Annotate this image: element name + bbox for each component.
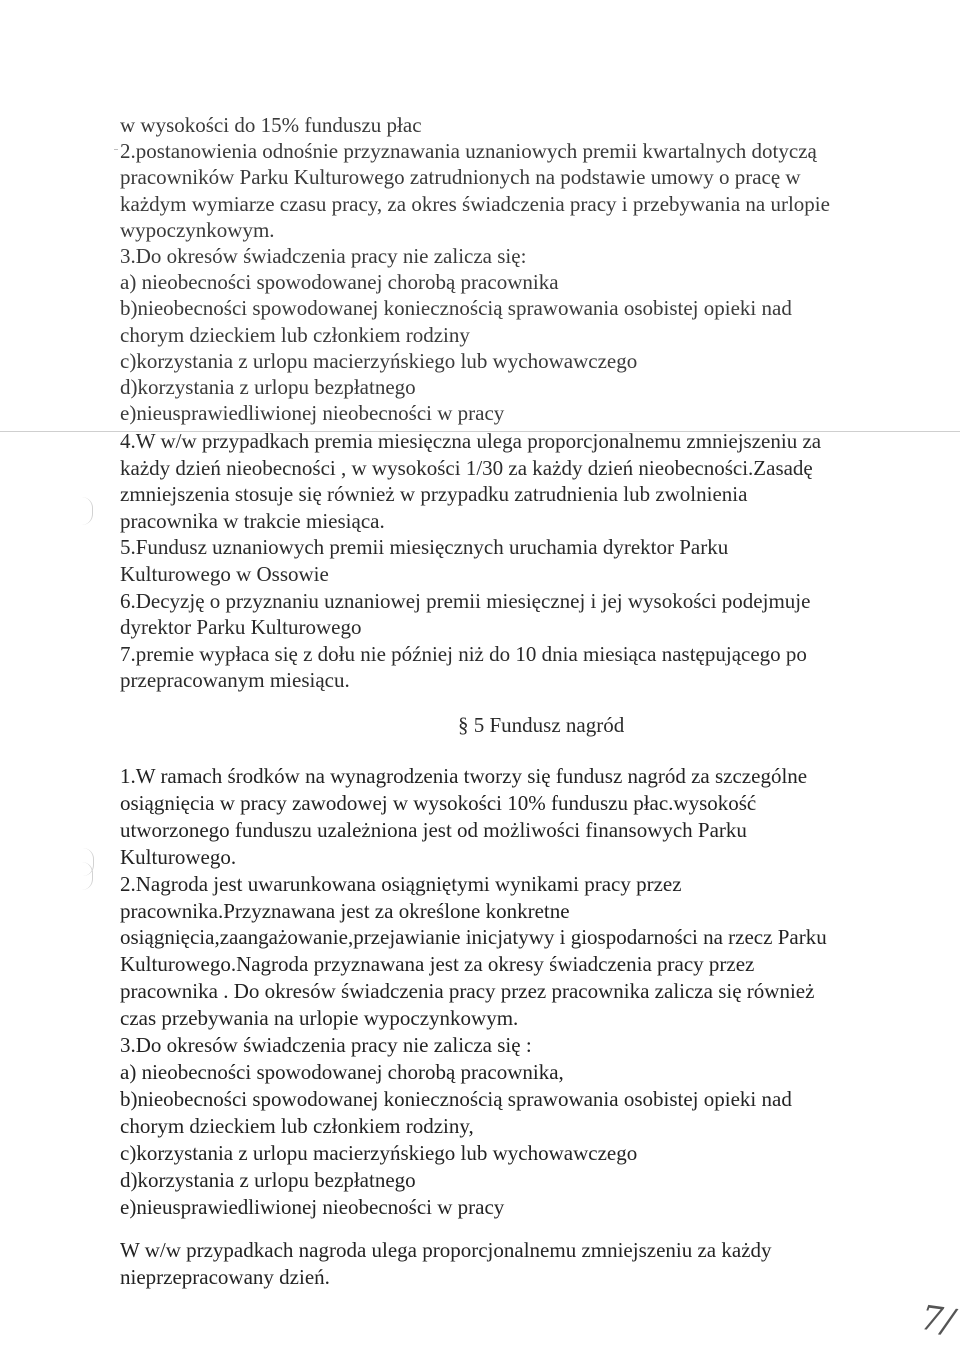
text-line: W w/w przypadkach nagroda ulega proporcjonalnemu zmniejszeniu za każdy	[120, 1238, 772, 1262]
text-line: pracowników Parku Kulturowego zatrudnionych na podstawie umowy o pracę w	[120, 165, 801, 190]
text-line: a) nieobecności spowodowanej chorobą pracownika	[120, 270, 559, 295]
closing-paragraph	[120, 1237, 900, 1291]
text-line: e)nieusprawiedliwionej nieobecności w pracy	[120, 1194, 505, 1219]
text-line: chorym dzieckiem lub członkiem rodziny	[120, 322, 470, 347]
text-line: nieprzepracowany dzień.	[120, 1265, 330, 1289]
monthly-premium-paragraphs	[120, 428, 900, 694]
text-line: pracownika.Przyznawana jest za określone konkretne	[120, 898, 570, 923]
text-line: przepracowanym miesiącu.	[120, 668, 350, 693]
text-line: c)korzystania z urlopu macierzyńskiego lub wychowawczego	[120, 348, 638, 373]
margin-tick-mark	[114, 149, 118, 150]
text-line: pracownika . Do okresów świadczenia pracy przez pracownika zalicza się również	[120, 979, 815, 1004]
text-line: Kulturowego.Nagroda przyznawana jest za okresy świadczenia pracy przez	[120, 952, 755, 977]
text-line: 7.premie wypłaca się z dołu nie później niż do 10 dnia miesiąca następującego po	[120, 641, 807, 666]
text-line: 3.Do okresów świadczenia pracy nie zalicza się:	[120, 244, 527, 269]
text-line: e)nieusprawiedliwionej nieobecności w pracy	[120, 401, 505, 426]
text-line: c)korzystania z urlopu macierzyńskiego lub wychowawczego	[120, 1140, 638, 1165]
text-line: pracownika w trakcie miesiąca.	[120, 508, 385, 533]
text-line: czas przebywania na urlopie wypoczynkowym.	[120, 1006, 519, 1031]
text-line: 3.Do okresów świadczenia pracy nie zalicza się :	[120, 1033, 532, 1058]
text-line: każdym wymiarze czasu pracy, za okres świadczenia pracy i przebywania na urlopie	[120, 191, 830, 216]
text-line: Kulturowego w Ossowie	[120, 561, 329, 586]
handwritten-page-number: 7/	[918, 1297, 957, 1343]
text-line: wypoczynkowym.	[120, 217, 275, 242]
text-line: 4.W w/w przypadkach premia miesięczna ulega proporcjonalnemu zmniejszeniu za	[120, 429, 822, 453]
text-line: 6.Decyzję o przyznaniu uznaniowej premii miesięcznej i jej wysokości podejmuje	[120, 588, 811, 613]
text-line: chorym dzieckiem lub członkiem rodziny,	[120, 1113, 474, 1138]
section-heading: § 5 Fundusz nagród	[458, 713, 625, 737]
text-line: w wysokości do 15% funduszu płac	[120, 113, 422, 137]
text-line: zmniejszenia stosuje się również w przypadku zatrudnienia lub zwolnienia	[120, 482, 748, 507]
premium-rules-paragraphs	[120, 112, 900, 426]
text-line: b)nieobecności spowodowanej koniecznością sprawowania osobistej opieki nad	[120, 1086, 792, 1111]
text-line: Kulturowego.	[120, 844, 237, 869]
text-line: 2.postanowienia odnośnie przyznawania uznaniowych premii kwartalnych dotyczą	[120, 139, 817, 164]
text-line: d)korzystania z urlopu bezpłatnego	[120, 1167, 416, 1192]
hole-punch-mark	[82, 497, 93, 525]
text-line: każdy dzień nieobecności , w wysokości 1/30 za każdy dzień nieobecności.Zasadę	[120, 455, 813, 480]
text-line: 5.Fundusz uznaniowych premii miesięcznych uruchamia dyrektor Parku	[120, 535, 729, 560]
text-line: 1.W ramach środków na wynagrodzenia tworzy się fundusz nagród za szczególne	[120, 764, 808, 788]
text-line: osiągnięcia w pracy zawodowej w wysokości 10% funduszu płac.wysokość	[120, 790, 757, 815]
text-line: a) nieobecności spowodowanej chorobą pracownika,	[120, 1059, 564, 1084]
text-line: 2.Nagroda jest uwarunkowana osiągniętymi wynikami pracy przez	[120, 871, 682, 896]
text-line: osiągnięcia,zaangażowanie,przejawianie inicjatywy i giospodarności na rzecz Parku	[120, 925, 827, 950]
text-line: b)nieobecności spowodowanej koniecznością sprawowania osobistej opieki nad	[120, 296, 792, 321]
text-line: dyrektor Parku Kulturowego	[120, 615, 362, 640]
award-fund-paragraphs	[120, 763, 900, 1220]
text-line: d)korzystania z urlopu bezpłatnego	[120, 375, 416, 400]
text-line: utworzonego funduszu uzależniona jest od możliwości finansowych Parku	[120, 817, 747, 842]
